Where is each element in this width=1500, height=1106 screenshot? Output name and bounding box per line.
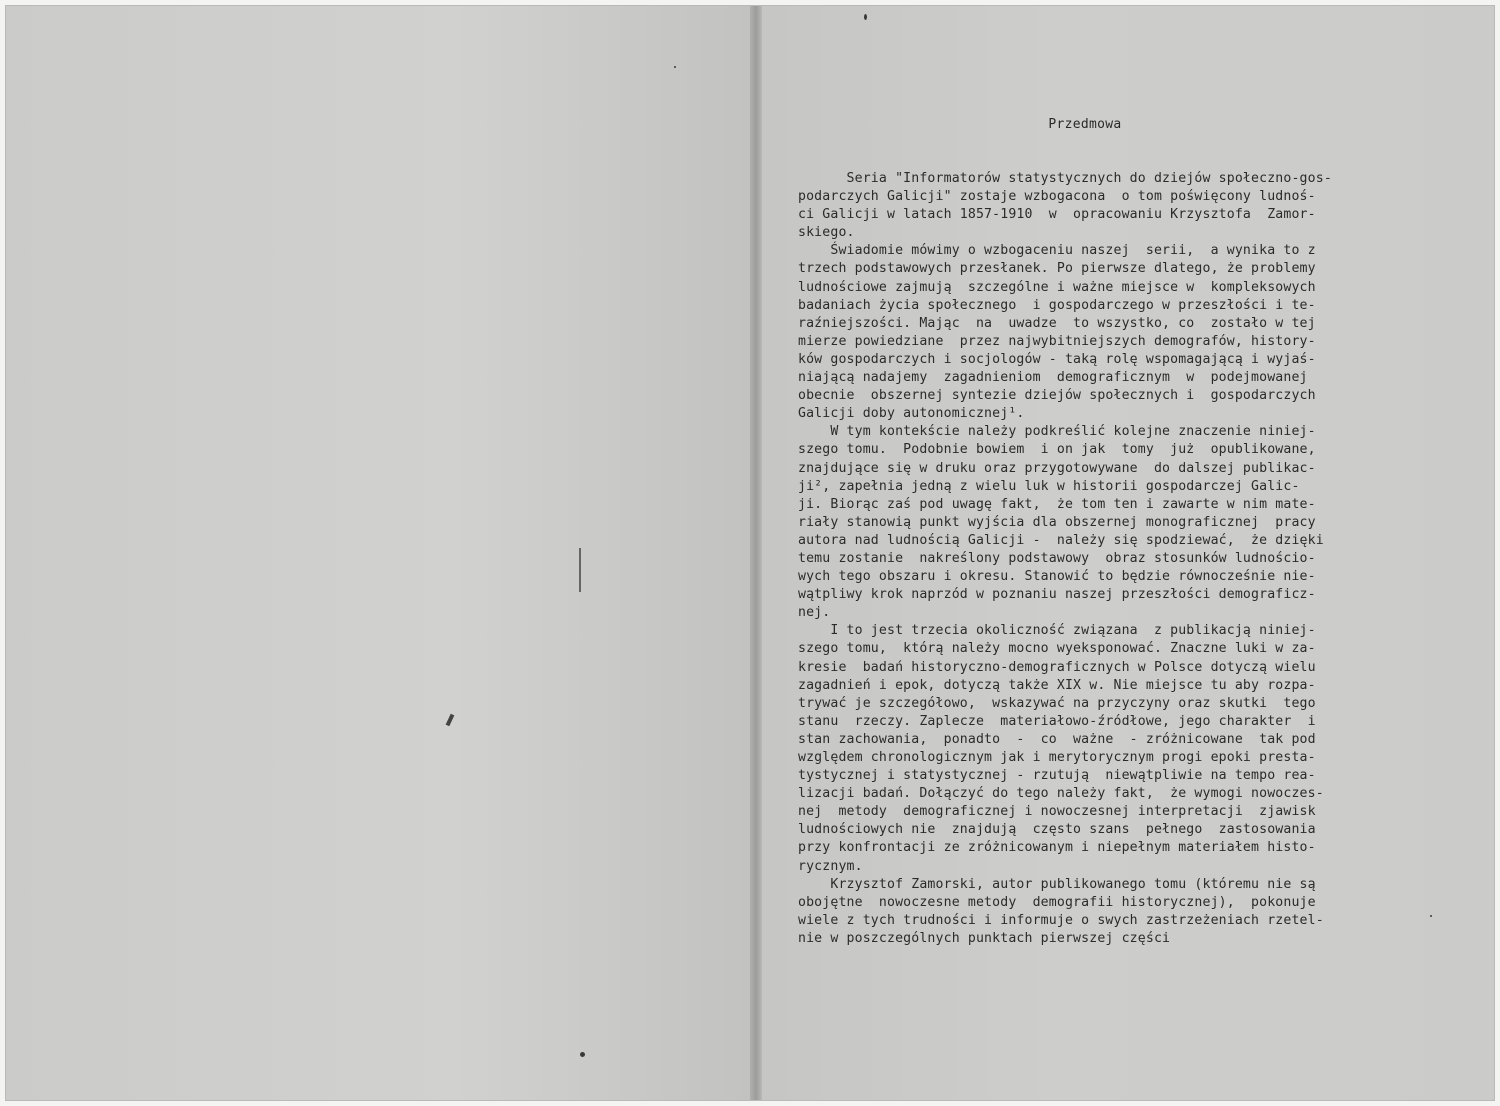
text-line: znajdujące się w druku oraz przygotowywane do dalszej publikac- <box>798 460 1316 476</box>
text-line: obojętne nowoczesne metody demografii historycznej), pokonuje <box>798 894 1316 910</box>
text-line: podarczych Galicji" zostaje wzbogacona o tom poświęcony ludnoś- <box>798 189 1316 205</box>
text-line: tystycznej i statystycznej - rzutują niewątpliwie na tempo rea- <box>798 768 1316 784</box>
text-line: trywać je szczegółowo, wskazywać na przyczyny oraz skutki tego <box>798 695 1316 711</box>
text-line: nej metody demograficznej i nowoczesnej interpretacji zjawisk <box>798 804 1316 820</box>
text-line: wątpliwy krok naprzód w poznaniu naszej przeszłości demograficz- <box>798 587 1316 603</box>
text-line: niającą nadajemy zagadnieniom demograficznym w podejmowanej <box>798 370 1308 386</box>
body-text <box>798 170 1408 948</box>
text-line: ków gospodarczych i socjologów - taką rolę wspomagającą i wyjaś- <box>798 351 1316 367</box>
text-line: Seria "Informatorów statystycznych do dziejów społeczno-gos- <box>798 171 1332 186</box>
paper-speck <box>674 66 676 68</box>
text-line: ludnościowych nie znajdują często szans pełnego zastosowania <box>798 822 1316 838</box>
paper-speck <box>580 1052 585 1057</box>
paper-mark <box>579 548 581 592</box>
text-line: W tym kontekście należy podkreślić kolejne znaczenie niniej- <box>798 424 1316 440</box>
text-line: ji. Biorąc zaś pod uwagę fakt, że tom ten i zawarte w nim mate- <box>798 496 1316 512</box>
text-line: wiele z tych trudności i informuje o swych zastrzeżeniach rzetel- <box>798 912 1324 928</box>
text-line: autora nad ludnością Galicji - należy się spodziewać, że dzięki <box>798 532 1324 548</box>
text-line: I to jest trzecia okoliczność związana z publikacją niniej- <box>798 623 1316 639</box>
text-line: badaniach życia społecznego i gospodarczego w przeszłości i te- <box>798 297 1316 313</box>
text-line: obecnie obszernej syntezie dziejów społecznych i gospodarczych <box>798 388 1316 404</box>
text-line: Świadomie mówimy o wzbogaceniu naszej serii, a wynika to z <box>798 243 1316 259</box>
text-line: ci Galicji w latach 1857-1910 w opracowaniu Krzysztofa Zamor- <box>798 207 1316 223</box>
book-gutter <box>750 6 762 1100</box>
text-line: nie w poszczególnych punktach pierwszej części <box>798 930 1171 946</box>
text-line: skiego. <box>798 225 855 241</box>
text-line: trzech podstawowych przesłanek. Po pierwsze dlatego, że problemy <box>798 261 1316 277</box>
text-line: riały stanowią punkt wyjścia dla obszernej monograficznej pracy <box>798 514 1316 530</box>
paper-speck <box>1430 915 1432 917</box>
text-line: stan zachowania, ponadto - co ważne - zróżnicowane tak pod <box>798 731 1316 747</box>
text-line: rycznym. <box>798 858 863 874</box>
text-line: nej. <box>798 605 831 621</box>
text-line: raźniejszości. Mając na uwadze to wszystko, co zostało w tej <box>798 315 1316 331</box>
text-line: przy konfrontacji ze zróżnicowanym i niepełnym materiałem histo- <box>798 840 1316 856</box>
page-title: Przedmowa <box>1048 117 1122 132</box>
text-line: kresie badań historyczno-demograficznych w Polsce dotyczą wielu <box>798 659 1316 675</box>
text-line: zagadnień i epok, dotyczą także XIX w. Nie miejsce tu aby rozpa- <box>798 677 1316 693</box>
text-line: szego tomu. Podobnie bowiem i on jak tomy już opublikowane, <box>798 442 1316 458</box>
text-line: ji², zapełnia jedną z wielu luk w historii gospodarczej Galic- <box>798 478 1300 494</box>
left-page-blank <box>6 6 754 1100</box>
text-line: ludnościowe zajmują szczególne i ważne miejsce w kompleksowych <box>798 279 1316 295</box>
text-line: Galicji doby autonomicznej¹. <box>798 406 1025 422</box>
text-line: mierze powiedziane przez najwybitniejszych demografów, history- <box>798 333 1316 349</box>
paper-speck <box>864 14 867 20</box>
text-line: względem chronologicznym jak i merytorycznym progi epoki presta- <box>798 750 1316 765</box>
text-line: wych tego obszaru i okresu. Stanowić to będzie równocześnie nie- <box>798 569 1316 585</box>
text-line: szego tomu, którą należy mocno wyeksponować. Znaczne luki w za- <box>798 641 1316 657</box>
text-line: stanu rzeczy. Zaplecze materiałowo-źródłowe, jego charakter i <box>798 713 1316 729</box>
text-line: Krzysztof Zamorski, autor publikowanego tomu (któremu nie są <box>798 876 1316 892</box>
text-line: lizacji badań. Dołączyć do tego należy fakt, że wymogi nowoczes- <box>798 786 1324 802</box>
text-line: temu zostanie nakreślony podstawowy obraz stosunków ludnościo- <box>798 550 1316 566</box>
